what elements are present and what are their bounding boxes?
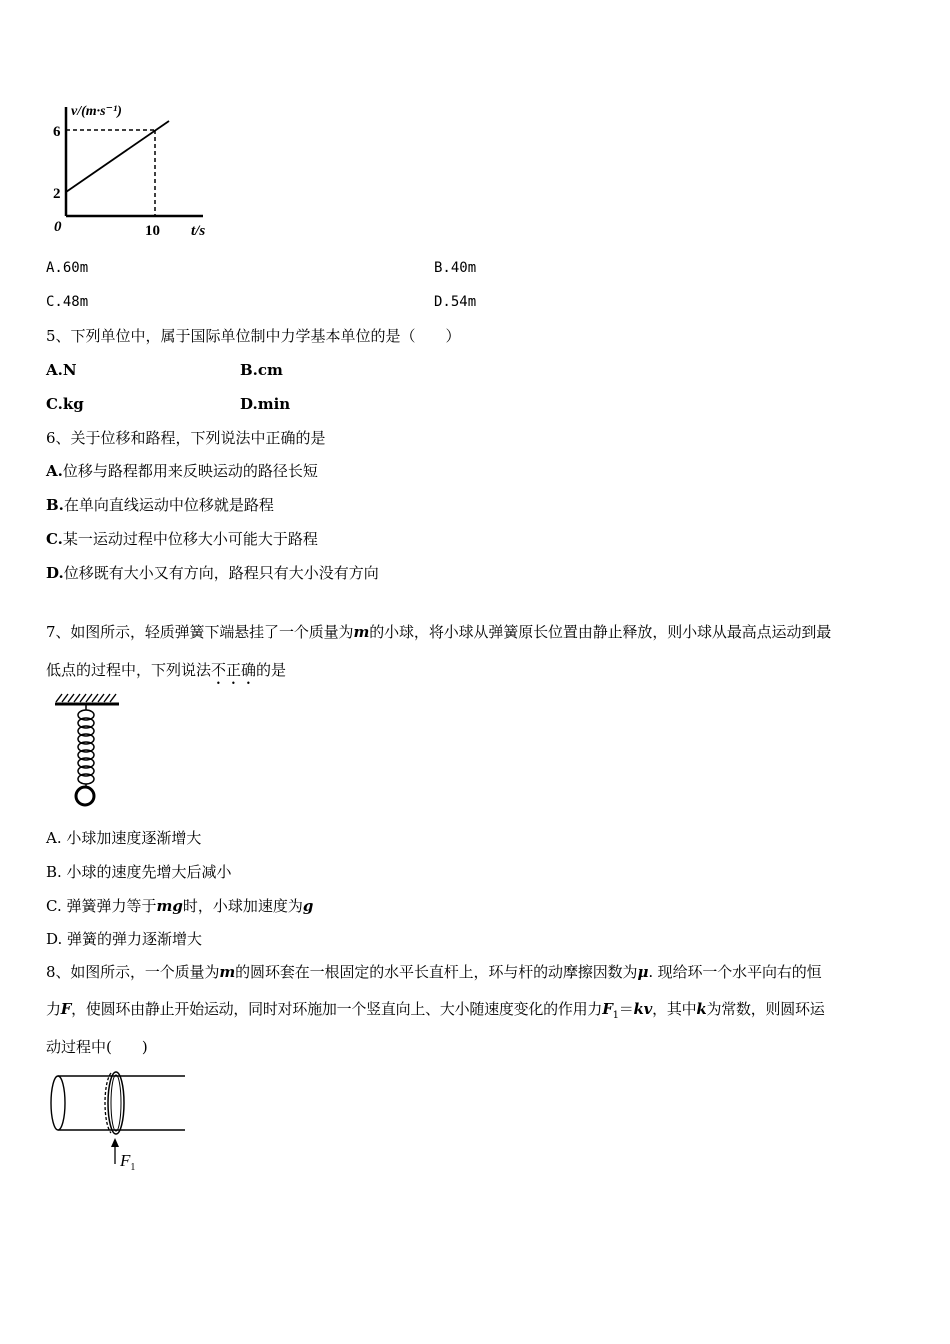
q7-option-c-a: C. 弹簧弹力等于: [46, 897, 157, 915]
q8-l2-a: 力: [46, 1000, 61, 1018]
q5-option-c: C.kg: [46, 395, 84, 413]
q7-mass-symbol: m: [353, 623, 370, 641]
ceiling-hatch: [56, 694, 116, 702]
q8-l1-m: m: [219, 963, 236, 981]
spring-coils: [78, 710, 94, 784]
q6-option-a: [46, 461, 318, 481]
force-label: $F_1$: [120, 1151, 136, 1173]
q8-l2-sub1: 1: [612, 1010, 619, 1021]
q6-option-b: [46, 495, 274, 515]
rod-end: [51, 1076, 65, 1130]
q6-option-d-letter: D.: [46, 564, 64, 582]
q8-l2-d: 为常数，则圆环运: [706, 1000, 825, 1018]
ring-inner: [111, 1075, 121, 1131]
q7-stem-line2: [46, 660, 286, 688]
ball: [76, 787, 94, 805]
rod-ring-figure: [45, 1068, 195, 1178]
spring-ball-figure: [50, 692, 130, 812]
q6-option-d-text: 位移既有大小又有方向，路程只有大小没有方向: [63, 564, 379, 582]
q7-stem-b: 的小球，将小球从弹簧原长位置由静止释放，则小球从最高点运动到最: [369, 623, 832, 641]
velocity-time-graph: [45, 95, 235, 245]
q6-stem: 6、关于位移和路程，下列说法中正确的是: [46, 429, 326, 447]
q8-l2-b: ，使圆环由静止开始运动，同时对环施加一个竖直向上、大小随速度变化的作用力: [71, 1000, 603, 1018]
q8-l2-F1: F: [602, 1000, 613, 1018]
q8-l2-eq: ＝: [618, 1000, 634, 1018]
q8-l2-F: F: [60, 1000, 72, 1018]
q7-option-c: [46, 896, 313, 916]
origin-label: 0: [54, 219, 62, 235]
q8-l1-mu: μ: [637, 963, 649, 981]
q7-option-c-b: 时，小球加速度为: [182, 897, 303, 915]
q5-option-b: B.cm: [240, 361, 283, 379]
q7-option-a: A. 小球加速度逐渐增大: [46, 829, 202, 847]
force-label-sub: 1: [130, 1162, 136, 1173]
q8-stem-line3: 动过程中( ): [46, 1038, 148, 1056]
q7-line2-b: 的是: [256, 661, 287, 679]
q7-stem-a: 7、如图所示，轻质弹簧下端悬挂了一个质量为: [46, 623, 354, 641]
q7-emphasis: 不正确: [211, 661, 257, 679]
q7-stem-line1: [46, 622, 831, 642]
q6-option-a-letter: A.: [46, 462, 63, 480]
q6-option-d: [46, 563, 379, 583]
y-tick-2: 2: [53, 186, 61, 202]
velocity-line: [66, 121, 169, 192]
q8-l2-c: ，其中: [652, 1000, 697, 1018]
q7-line2-a: 低点的过程中，下列说法: [46, 661, 212, 679]
q5-stem: 5、下列单位中，属于国际单位制中力学基本单位的是（ ）: [46, 327, 461, 345]
q8-stem-line2: [46, 999, 825, 1026]
y-tick-6: 6: [53, 124, 61, 140]
q8-l2-k: k: [696, 1000, 707, 1018]
q4-option-d: D.54m: [434, 294, 477, 310]
q8-l1-c: . 现给环一个水平向右的恒: [648, 963, 822, 981]
x-tick-10: 10: [145, 223, 160, 239]
q6-option-b-text: 在单向直线运动中位移就是路程: [63, 496, 274, 514]
q7-option-b: B. 小球的速度先增大后减小: [46, 863, 232, 881]
q7-option-d: D. 弹簧的弹力逐渐增大: [46, 930, 203, 948]
q7-option-c-g: g: [302, 897, 314, 915]
q6-option-c-letter: C.: [46, 530, 63, 548]
force-arrow-head: [111, 1138, 119, 1147]
q5-option-a: A.N: [46, 361, 77, 379]
q4-option-a: A.60m: [46, 260, 89, 276]
q8-l1-a: 8、如图所示，一个质量为: [46, 963, 220, 981]
q6-option-a-text: 位移与路程都用来反映运动的路径长短: [62, 462, 318, 480]
q4-option-b: B.40m: [434, 260, 477, 276]
q8-l2-kv: kv: [633, 1000, 653, 1018]
q6-option-c-text: 某一运动过程中位移大小可能大于路程: [62, 530, 318, 548]
q7-option-c-mg: mg: [156, 897, 183, 915]
y-axis-label: v/(m·s⁻¹): [71, 104, 122, 119]
q6-option-b-letter: B.: [46, 496, 64, 514]
x-axis-label: t/s: [191, 223, 206, 239]
q8-stem-line1: [46, 962, 822, 982]
q5-option-d: D.min: [240, 395, 291, 413]
q4-option-c: C.48m: [46, 294, 89, 310]
q6-option-c: [46, 529, 318, 549]
ring-front: [108, 1072, 124, 1134]
q8-l1-b: 的圆环套在一根固定的水平长直杆上，环与杆的动摩擦因数为: [235, 963, 638, 981]
